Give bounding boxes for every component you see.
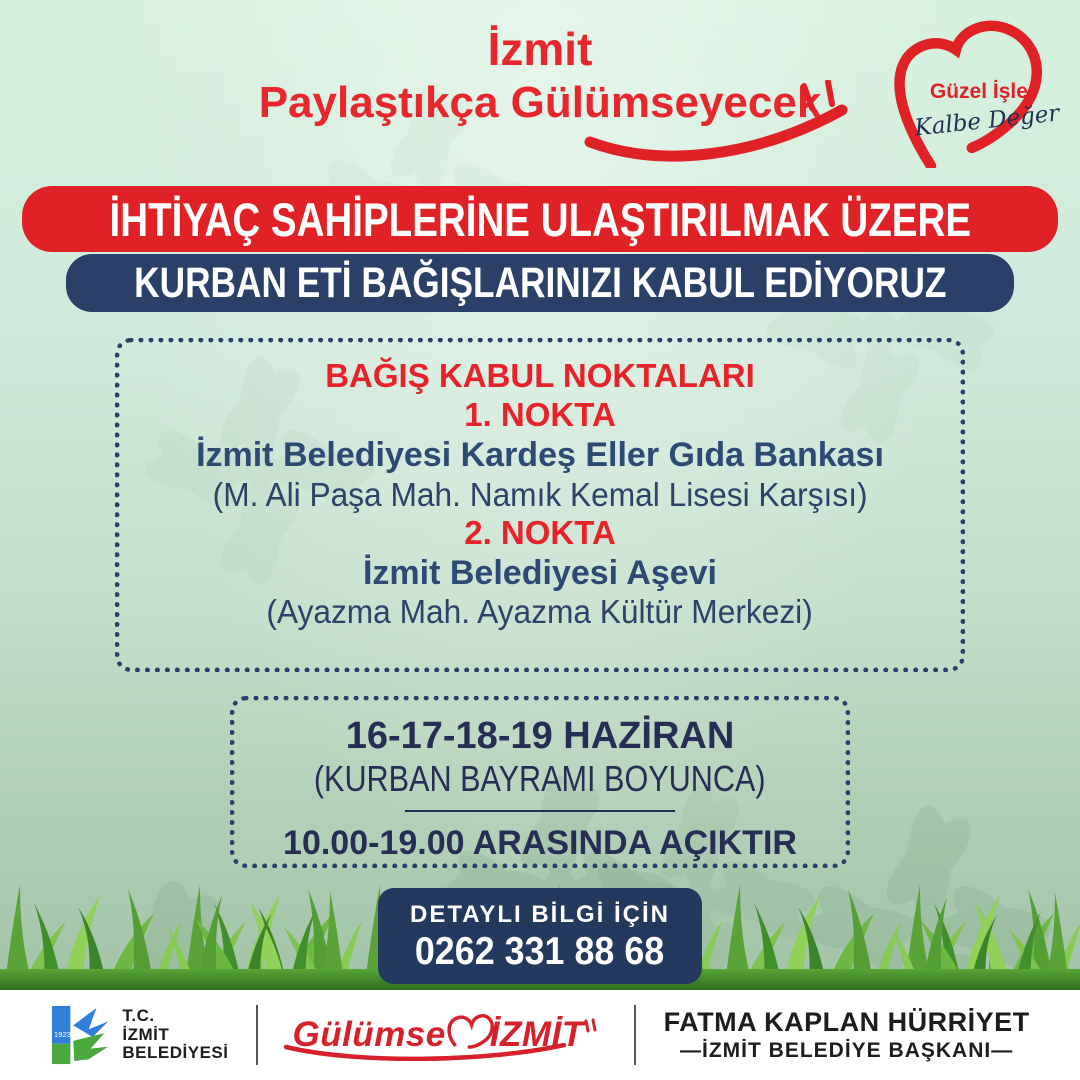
municipality-logo-block [50, 1003, 228, 1067]
schedule-box [230, 696, 850, 868]
schedule-period: (KURBAN BAYRAMI BOYUNCA) [314, 758, 766, 799]
mayor-name: FATMA KAPLAN HÜRRİYET [663, 1007, 1030, 1037]
logo-year: 1923 [54, 1029, 72, 1039]
slogan-wink-icon [584, 1017, 600, 1035]
slogan-word2: İZMİT [489, 1015, 584, 1054]
mayor-block [664, 1007, 1030, 1063]
point1-address: (M. Ali Paşa Mah. Namık Kemal Lisesi Karşısı) [212, 475, 868, 513]
point2-name: İzmit Belediyesi Aşevi [362, 553, 717, 592]
contact-box [378, 888, 702, 984]
brand-line2: Kalbe Değer [913, 100, 1061, 142]
point2-label: 2. NOKTA [464, 513, 616, 551]
footer-divider-2 [634, 1005, 636, 1065]
point2-address: (Ayazma Mah. Ayazma Kültür Merkezi) [266, 593, 814, 631]
slogan-heart-icon [444, 1009, 494, 1055]
izmit-leaf-logo-icon [50, 1003, 112, 1067]
municipality-tc: T.C. [122, 1005, 155, 1025]
slogan-word1: Gülümse [292, 1015, 446, 1054]
slogan-logo [286, 999, 605, 1071]
contact-label: DETAYLI BİLGİ İÇİN [409, 901, 670, 928]
donation-points-box [115, 338, 965, 672]
contact-phone: 0262 331 88 68 [415, 930, 665, 973]
municipality-name [122, 1007, 228, 1063]
schedule-dates: 16-17-18-19 HAZİRAN [345, 715, 735, 757]
banner-secondary-text: KURBAN ETİ BAĞIŞLARINIZI KABUL EDİYORUZ [133, 258, 947, 307]
municipality-org: BELEDİYESİ [122, 1043, 229, 1063]
donation-heading: BAĞIŞ KABUL NOKTALARI [325, 357, 755, 394]
footer-divider-1 [256, 1005, 258, 1065]
brand-heart-logo [893, 18, 1073, 168]
schedule-hours: 10.00-19.00 ARASINDA AÇIKTIR [283, 824, 797, 862]
banner-primary [22, 186, 1058, 252]
point1-label: 1. NOKTA [464, 395, 616, 433]
poster-title-line1: İzmit [487, 23, 593, 75]
municipality-city: İZMİT [122, 1024, 170, 1044]
schedule-divider [405, 810, 675, 812]
smile-swoosh-icon [580, 80, 860, 180]
banner-secondary [66, 254, 1014, 312]
mayor-title: —İZMİT BELEDİYE BAŞKANI— [680, 1039, 1014, 1062]
poster-title-line2: Paylaştıkça Gülümseyecek [258, 78, 822, 127]
banner-primary-text: İHTİYAÇ SAHİPLERİNE ULAŞTIRILMAK ÜZERE [109, 192, 971, 246]
point1-name: İzmit Belediyesi Kardeş Eller Gıda Bankası [196, 435, 884, 474]
brand-line1: Güzel İşler [929, 80, 1037, 103]
footer [0, 990, 1080, 1080]
